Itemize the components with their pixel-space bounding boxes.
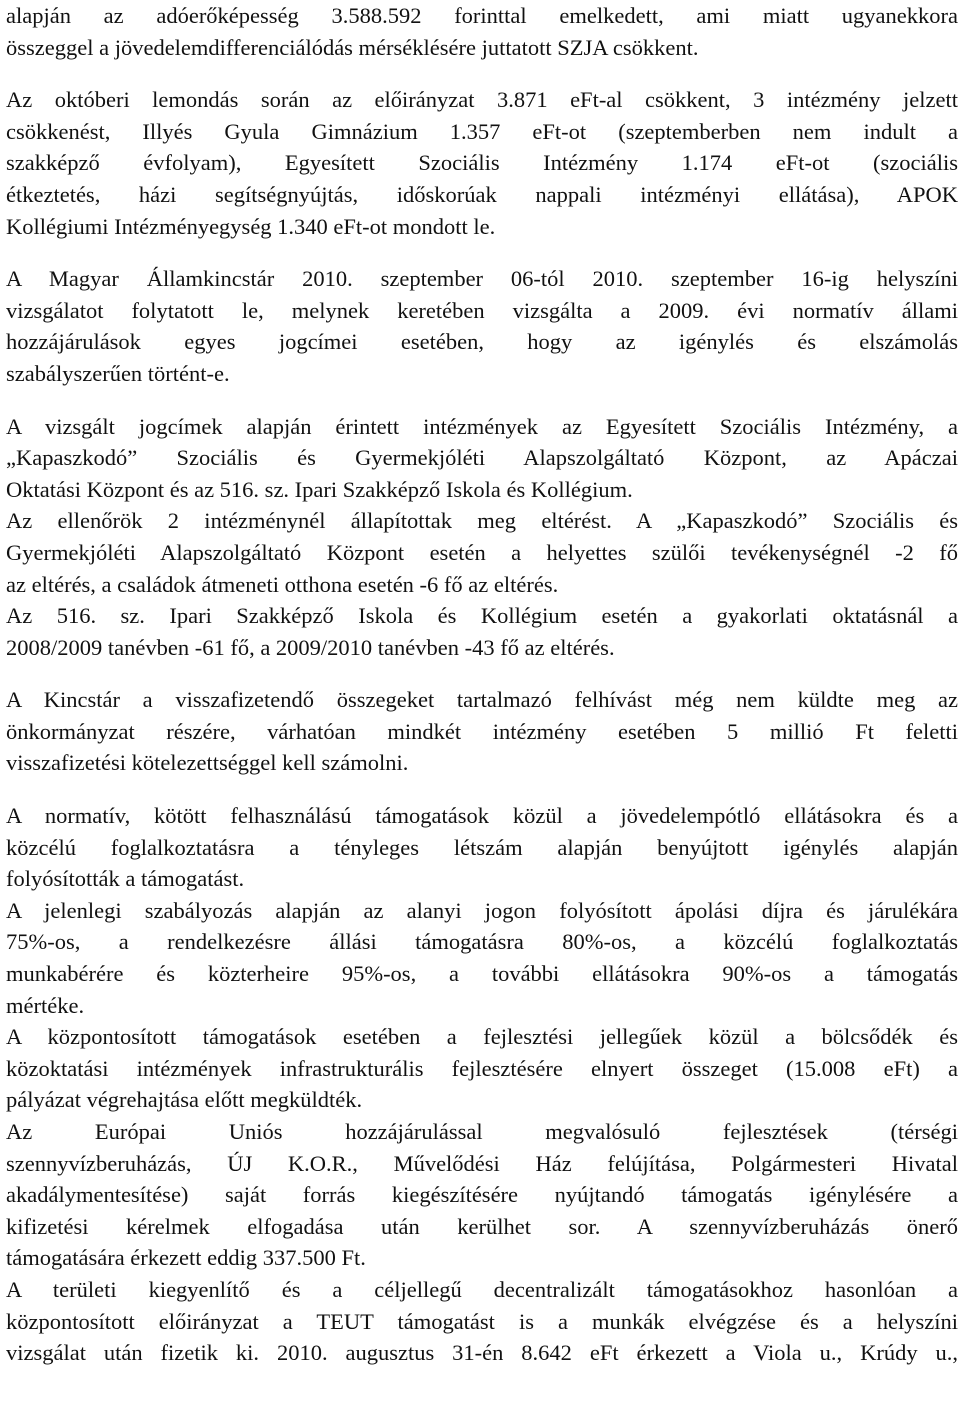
text-line: pályázat végrehajtása előtt megküldték. (6, 1087, 363, 1113)
text-line: az eltérés, a családok átmeneti otthona esetén -6 fő az eltérés. (6, 571, 559, 597)
text-line: A területi kiegyenlítő és a céljellegű decentralizált támogatásokhoz hasonlóan a (6, 1276, 958, 1302)
paragraph (6, 1021, 958, 1116)
text-line: szakképző évfolyam), Egyesített Szociális Intézmény 1.174 eFt-ot (szociális (6, 150, 958, 176)
text-line: Az 516. sz. Ipari Szakképző Iskola és Kollégium esetén a gyakorlati oktatásnál a (6, 603, 958, 629)
paragraph-gap (6, 242, 958, 263)
text-line: támogatására érkezett eddig 337.500 Ft. (6, 1245, 366, 1271)
paragraph-gap (6, 390, 958, 411)
text-line: munkabérére és közterheire 95%-os, a további ellátásokra 90%-os a támogatás (6, 961, 958, 987)
text-line: szabályszerűen történt-e. (6, 360, 230, 386)
text-line: folyósították a támogatást. (6, 866, 245, 892)
text-line: Kollégiumi Intézményegység 1.340 eFt-ot mondott le. (6, 213, 496, 239)
paragraph (6, 800, 958, 895)
document-page (6, 0, 958, 1369)
paragraph (6, 1116, 958, 1274)
text-line: önkormányzat részére, várhatóan mindkét intézmény esetében 5 millió Ft feletti (6, 718, 958, 744)
text-line: Oktatási Központ és az 516. sz. Ipari Szakképző Iskola és Kollégium. (6, 476, 633, 502)
paragraph-gap (6, 663, 958, 684)
text-line: mértéke. (6, 992, 85, 1018)
text-line: A normatív, kötött felhasználású támogatások közül a jövedelempótló ellátásokra és a (6, 803, 958, 829)
text-line: A központosított támogatások esetében a fejlesztési jellegűek közül a bölcsődék és (6, 1024, 958, 1050)
text-line: vizsgálatot folytatott le, melynek keretében vizsgálta a 2009. évi normatív állami (6, 297, 958, 323)
paragraph (6, 84, 958, 242)
paragraph-gap (6, 63, 958, 84)
paragraph (6, 895, 958, 1021)
text-line: A Kincstár a visszafizetendő összegeket tartalmazó felhívást még nem küldte meg az (6, 687, 958, 713)
text-line: Az októberi lemondás során az előirányzat 3.871 eFt-al csökkent, 3 intézmény jelzett (6, 87, 958, 113)
text-line: A jelenlegi szabályozás alapján az alanyi jogon folyósított ápolási díjra és járulékára (6, 897, 958, 923)
text-line: szennyvízberuházás, ÚJ K.O.R., Művelődési Ház felújítása, Polgármesteri Hivatal (6, 1150, 958, 1176)
paragraph-gap (6, 779, 958, 800)
text-line: közcélú foglalkoztatásra a tényleges létszám alapján benyújtott igénylés alapján (6, 834, 958, 860)
paragraph (6, 684, 958, 779)
text-line: 2008/2009 tanévben -61 fő, a 2009/2010 tanévben -43 fő az eltérés. (6, 634, 615, 660)
text-line: Az Európai Uniós hozzájárulással megvalósuló fejlesztések (térségi (6, 1119, 958, 1144)
text-line: vizsgálat után fizetik ki. 2010. augusztus 31-én 8.642 eFt érkezett a Viola u., Krúdy u., (6, 1340, 958, 1366)
paragraph (6, 600, 958, 663)
paragraph (6, 411, 958, 506)
text-line: A vizsgált jogcímek alapján érintett intézmények az Egyesített Szociális Intézmény, a (6, 413, 958, 439)
text-line: visszafizetési kötelezettséggel kell számolni. (6, 750, 409, 776)
text-line: akadálymentesítése) saját forrás kiegészítésére nyújtandó támogatás igénylésére a (6, 1182, 958, 1208)
paragraph (6, 0, 958, 63)
text-line: alapján az adóerőképesség 3.588.592 forinttal emelkedett, ami miatt ugyanekkora (6, 3, 958, 28)
text-line: csökkenést, Illyés Gyula Gimnázium 1.357 eFt-ot (szeptemberben nem indult a (6, 118, 958, 144)
text-line: „Kapaszkodó” Szociális és Gyermekjóléti Alapszolgáltató Központ, az Apáczai (6, 445, 958, 471)
text-line: étkeztetés, házi segítségnyújtás, időskorúak nappali intézményi ellátása), APOK (6, 181, 958, 207)
text-line: 75%-os, a rendelkezésre állási támogatásra 80%-os, a közcélú foglalkoztatás (6, 929, 958, 955)
text-line: központosított előirányzat a TEUT támogatást is a munkák elvégzése és a helyszíni (6, 1308, 958, 1334)
paragraph (6, 505, 958, 600)
text-line: hozzájárulások egyes jogcímei esetében, hogy az igénylés és elszámolás (6, 329, 958, 355)
text-line: összeggel a jövedelemdifferenciálódás mérséklésére juttatott SZJA csökkent. (6, 34, 699, 60)
text-line: Az ellenőrök 2 intézménynél állapítottak meg eltérést. A „Kapaszkodó” Szociális és (6, 508, 958, 534)
text-line: A Magyar Államkincstár 2010. szeptember 06-tól 2010. szeptember 16-ig helyszíni (6, 266, 958, 292)
text-line: Gyermekjóléti Alapszolgáltató Központ esetén a helyettes szülői tevékenységnél -2 fő (6, 539, 958, 565)
text-line: közoktatási intézmények infrastrukturális fejlesztésére elnyert összeget (15.008 eFt) a (6, 1055, 958, 1081)
paragraph (6, 263, 958, 389)
paragraph (6, 1274, 958, 1369)
text-line: kifizetési kérelmek elfogadása után kerülhet sor. A szennyvízberuházás önerő (6, 1213, 958, 1239)
